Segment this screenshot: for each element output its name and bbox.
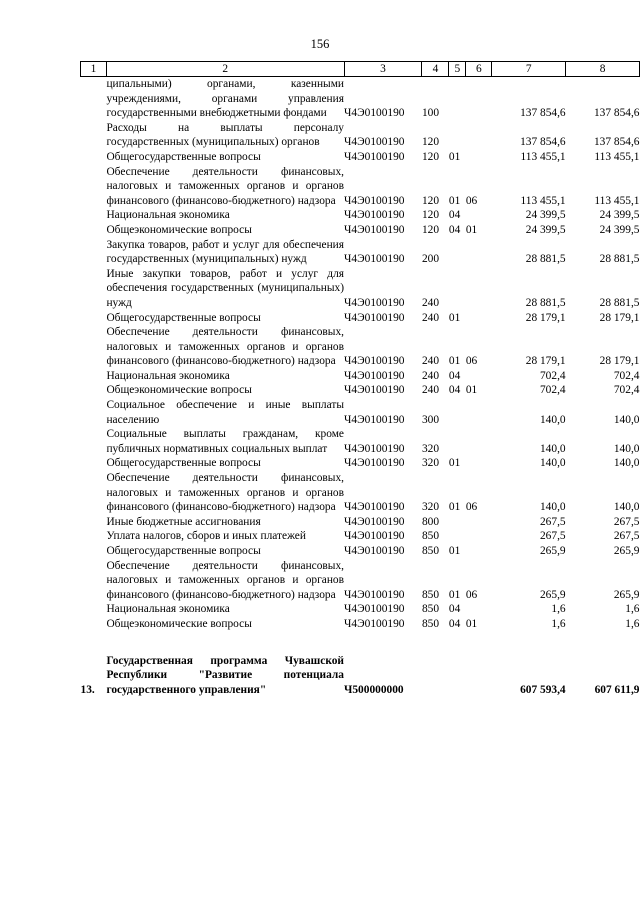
table-row [81,325,640,369]
table-row [81,529,640,544]
row-number [81,165,107,209]
row-name [106,471,344,515]
row-section: 04 [448,369,461,382]
row-section: 01 [448,501,461,514]
header-row [81,62,640,77]
row-subsection: 01 [465,384,478,397]
table-row [81,471,640,515]
row-expense-type: 120 [421,194,440,207]
row-target-code: Ч4Э0100190 [344,296,405,309]
row-target-code: Ч4Э0100190 [344,136,405,149]
row-subsection [466,311,492,326]
header-col-8: 8 [566,62,640,77]
row-name-text: Обеспечение деятельности финансовых, налоговых и таможенных органов и органов финансового (финансово-бюджетного) надзора [106,472,344,514]
row-subsection [466,150,492,165]
row-subsection [466,456,492,471]
row-number [81,77,107,121]
row-expense-type: 850 [421,617,440,630]
row-number [81,617,107,632]
row-sum-year-1: 113 455,1 [520,194,566,207]
row-name-text: Общеэкономические вопросы [106,223,252,236]
row-number [81,383,107,398]
row-section: 01 [448,545,461,557]
row-subsection [466,602,492,617]
row-expense-type: 120 [421,150,440,163]
row-number [81,267,107,311]
table-row [81,383,640,398]
row-name-text: Иные закупки товаров, работ и услуг для обеспечения государственных (муниципальных) нужд [106,267,344,309]
row-sum-year-1: 267,5 [539,530,566,543]
table-row [81,238,640,267]
row-expense-type: 240 [421,384,440,397]
row-name [106,77,344,121]
row-sum-year-1: 137 854,6 [520,136,566,149]
row-name-text: Национальная экономика [106,209,230,222]
row-number [81,325,107,369]
row-section [449,267,466,311]
row-name-text: Общегосударственные вопросы [106,457,261,470]
table-row [81,150,640,165]
row-expense-type: 850 [421,530,440,543]
row-name-text: Расходы на выплаты персоналу государственных (муниципальных) органов [106,121,344,149]
row-name [106,121,344,150]
row-target-code: Ч4Э0100190 [344,501,405,514]
row-section: 04 [448,617,461,630]
row-name [106,456,344,471]
row-name-text: Обеспечение деятельности финансовых, налоговых и таможенных органов и органов финансового (финансово-бюджетного) надзора [106,559,344,601]
spacer-cell [81,632,640,654]
row-expense-type [422,654,449,698]
row-section: 04 [448,223,461,236]
row-target-code: Ч4Э0100190 [344,588,405,601]
row-target-code: Ч4Э0100190 [344,369,405,382]
row-expense-type: 120 [421,136,440,149]
table-row [81,617,640,632]
row-sum-year-1: 265,9 [539,545,566,557]
row-sum-year-2: 265,9 [613,588,640,601]
table-row [81,456,640,471]
table-row [81,77,640,121]
spacer-row [81,632,640,654]
table-header [81,62,640,77]
table-row [81,165,640,209]
row-subsection [466,208,492,223]
header-col-3: 3 [344,62,422,77]
table-row [81,208,640,223]
row-section: 04 [448,603,461,616]
row-subsection [466,369,492,384]
row-section [449,529,466,544]
row-name-text: Национальная экономика [106,369,230,382]
row-section [449,398,466,427]
header-col-2: 2 [106,62,344,77]
row-name [106,311,344,326]
header-col-6: 6 [466,62,492,77]
row-subsection [466,238,492,267]
row-target-code: Ч4Э0100190 [344,384,405,397]
table-row [81,427,640,456]
table-row [81,398,640,427]
row-sum-year-1: 140,0 [539,501,566,514]
row-name [106,602,344,617]
row-name [106,208,344,223]
row-target-code: Ч4Э0100190 [344,515,405,528]
table-row [81,602,640,617]
row-sum-year-2: 267,5 [613,515,640,528]
table-row [81,654,640,698]
row-expense-type: 850 [421,588,440,601]
row-expense-type: 100 [421,107,440,120]
row-name [106,383,344,398]
row-number [81,456,107,471]
row-sum-year-1: 140,0 [539,413,566,426]
row-target-code: Ч4Э0100190 [344,545,405,557]
row-name [106,654,344,698]
row-target-code: Ч4Э0100190 [344,150,405,163]
row-name-text: Иные бюджетные ассигнования [106,515,261,528]
row-number [81,471,107,515]
table-row [81,515,640,530]
row-expense-type: 240 [421,311,440,324]
row-name-text: ципальными) органами, казенными учреждениями, органами управления государственными внебюджетными фондами [106,78,344,120]
row-name [106,238,344,267]
row-sum-year-2: 137 854,6 [593,136,640,149]
row-sum-year-2: 28 881,5 [599,296,640,309]
row-target-code: Ч4Э0100190 [344,223,405,236]
row-number [81,398,107,427]
row-name-text: Социальное обеспечение и иные выплаты населению [106,399,344,426]
row-sum-year-2: 24 399,5 [599,223,640,236]
row-sum-year-2: 137 854,6 [593,107,640,120]
row-number [81,529,107,544]
row-subsection [466,515,492,530]
row-sum-year-2: 702,4 [613,369,640,382]
table-row [81,369,640,384]
row-name [106,223,344,238]
table-row [81,544,640,559]
row-sum-year-1: 24 399,5 [525,223,566,236]
row-sum-year-1: 28 881,5 [525,296,566,309]
row-sum-year-2: 140,0 [613,442,640,455]
header-col-7: 7 [492,62,566,77]
row-sum-year-2: 1,6 [625,617,640,630]
row-sum-year-2: 702,4 [613,384,640,397]
header-col-5: 5 [449,62,466,77]
row-expense-type: 800 [421,515,440,528]
row-sum-year-1: 1,6 [551,603,566,616]
row-subsection [466,529,492,544]
row-name [106,267,344,311]
row-sum-year-2: 1,6 [625,603,640,616]
row-name [106,150,344,165]
header-col-1: 1 [81,62,107,77]
row-name [106,617,344,632]
row-expense-type: 120 [421,223,440,236]
row-sum-year-2: 28 179,1 [599,355,640,368]
row-number [81,311,107,326]
row-section: 01 [448,194,461,207]
row-name [106,369,344,384]
row-name [106,544,344,559]
row-section: 01 [448,355,461,368]
row-target-code: Ч4Э0100190 [344,107,405,120]
row-section [449,238,466,267]
row-section [449,427,466,456]
row-name-text: Обеспечение деятельности финансовых, налоговых и таможенных органов и органов финансового (финансово-бюджетного) надзора [106,326,344,368]
row-target-code: Ч4Э0100190 [344,209,405,222]
row-number [81,121,107,150]
row-number [81,515,107,530]
row-section: 01 [448,457,461,470]
row-sum-year-1: 267,5 [539,515,566,528]
row-expense-type: 320 [421,442,440,455]
row-expense-type: 320 [421,457,440,470]
row-sum-year-2: 265,9 [613,545,640,557]
row-sum-year-1: 1,6 [551,617,566,630]
row-name-text: Общегосударственные вопросы [106,311,261,324]
row-number [81,369,107,384]
row-subsection [466,77,492,121]
row-target-code: Ч4Э0100190 [344,617,405,630]
table-row [81,121,640,150]
row-number [81,238,107,267]
row-section: 04 [448,384,461,397]
row-name [106,559,344,603]
row-name-text: Общеэкономические вопросы [106,617,252,630]
row-sum-year-1: 28 881,5 [525,253,566,266]
row-sum-year-1: 607 593,4 [520,683,566,696]
row-sum-year-2: 267,5 [613,530,640,543]
row-number [81,427,107,456]
row-expense-type: 240 [421,369,440,382]
row-sum-year-1: 265,9 [539,588,566,601]
row-sum-year-2: 113 455,1 [594,194,640,207]
row-sum-year-2: 113 455,1 [594,150,640,163]
row-target-code: Ч4Э0100190 [344,194,405,207]
row-name-text: Уплата налогов, сборов и иных платежей [106,530,306,543]
row-name [106,529,344,544]
row-target-code: Ч4Э0100190 [344,311,405,324]
row-sum-year-1: 24 399,5 [525,209,566,222]
header-col-4: 4 [422,62,449,77]
row-target-code: Ч4Э0100190 [344,442,405,455]
row-sum-year-1: 140,0 [539,457,566,470]
row-expense-type: 240 [421,296,440,309]
row-sum-year-2: 607 611,9 [594,683,640,696]
row-expense-type: 120 [421,209,440,222]
row-number [81,559,107,603]
row-number [81,208,107,223]
row-sum-year-1: 702,4 [539,384,566,397]
row-target-code: Ч4Э0100190 [344,457,405,470]
row-target-code: Ч4Э0100190 [344,413,405,426]
row-subsection [466,121,492,150]
row-subsection [466,427,492,456]
row-sum-year-1: 702,4 [539,369,566,382]
row-subsection [466,267,492,311]
row-section: 01 [448,311,461,324]
row-subsection [466,544,492,559]
row-subsection: 06 [465,194,478,207]
page-number: 156 [310,37,330,51]
row-subsection: 01 [465,617,478,630]
row-name-text: Социальные выплаты гражданам, кроме публичных нормативных социальных выплат [106,428,344,455]
row-target-code: Ч4Э0100190 [344,603,405,616]
row-name [106,515,344,530]
row-name [106,325,344,369]
row-target-code: Ч500000000 [344,683,404,696]
row-target-code: Ч4Э0100190 [344,253,405,266]
row-name-text: Национальная экономика [106,603,230,616]
row-expense-type: 850 [421,603,440,616]
row-sum-year-2: 140,0 [613,501,640,514]
table-row [81,559,640,603]
row-subsection [466,398,492,427]
row-section: 04 [448,209,461,222]
row-subsection: 06 [465,501,478,514]
row-expense-type: 320 [421,501,440,514]
row-section [449,77,466,121]
table-row [81,267,640,311]
row-number [81,150,107,165]
row-expense-type: 850 [421,545,440,557]
row-expense-type: 200 [421,253,440,266]
row-name-text: Общегосударственные вопросы [106,545,261,557]
row-name-text: Общеэкономические вопросы [106,384,252,397]
table-body [81,77,640,698]
table-row [81,311,640,326]
row-number: 13. [80,683,95,696]
row-target-code: Ч4Э0100190 [344,530,405,543]
row-section [449,515,466,530]
row-sum-year-1: 28 179,1 [525,355,566,368]
row-number [81,544,107,559]
table-row [81,223,640,238]
row-sum-year-2: 28 881,5 [599,253,640,266]
row-name [106,398,344,427]
row-subsection: 01 [465,223,478,236]
row-name-text: Общегосударственные вопросы [106,150,261,163]
row-target-code: Ч4Э0100190 [344,355,405,368]
budget-table [80,61,640,697]
row-section: 01 [448,150,461,163]
row-expense-type: 300 [421,413,440,426]
row-sum-year-1: 113 455,1 [520,150,566,163]
row-name-text: Государственная программа Чувашской Республики "Развитие потенциала государственного управления" [106,654,344,696]
row-section [449,654,466,698]
row-sum-year-2: 140,0 [613,413,640,426]
row-sum-year-2: 24 399,5 [599,209,640,222]
row-name [106,165,344,209]
row-sum-year-2: 28 179,1 [599,311,640,324]
row-name-text: Закупка товаров, работ и услуг для обеспечения государственных (муниципальных) нужд [106,238,344,266]
row-number [81,602,107,617]
row-subsection: 06 [465,588,478,601]
row-sum-year-1: 137 854,6 [520,107,566,120]
row-name [106,427,344,456]
row-section [449,121,466,150]
row-subsection [466,654,492,698]
row-name-text: Обеспечение деятельности финансовых, налоговых и таможенных органов и органов финансового (финансово-бюджетного) надзора [106,165,344,207]
row-sum-year-1: 28 179,1 [525,311,566,324]
row-subsection: 06 [465,355,478,368]
row-section: 01 [448,588,461,601]
row-number [81,223,107,238]
row-sum-year-2: 140,0 [613,457,640,470]
row-sum-year-1: 140,0 [539,442,566,455]
row-expense-type: 240 [421,355,440,368]
